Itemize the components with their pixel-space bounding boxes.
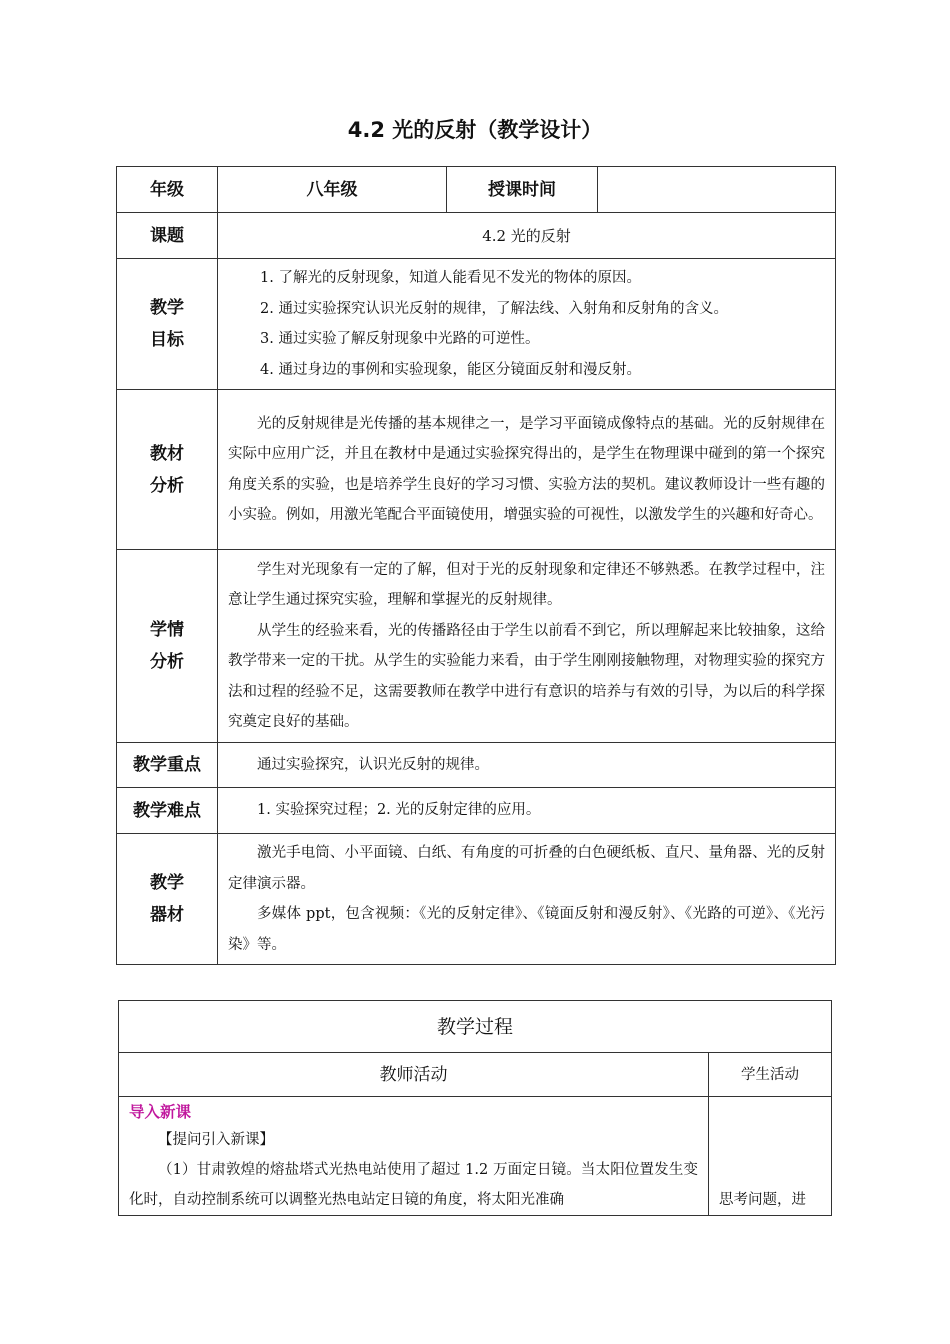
difficulty-text: 1. 实验探究过程；2. 光的反射定律的应用。 [257,802,541,819]
equipment-label-line1: 教学 [150,873,184,893]
lesson-info-table [116,166,836,965]
teaching-process-table [118,1000,832,1216]
equipment-label-line2: 器材 [150,905,184,925]
equipment-paragraph: 激光手电筒、小平面镜、白纸、有角度的可折叠的白色硬纸板、直尺、量角器、光的反射定律演示器。 [228,845,825,892]
goals-content [218,259,836,390]
equipment-content [218,834,836,965]
grade-value: 八年级 [218,167,447,213]
key-point-text: 通过实验探究，认识光反射的规律。 [257,756,489,773]
grade-label: 年级 [117,167,218,213]
material-analysis-label [117,390,218,550]
goals-label-line1: 教学 [150,298,184,318]
student-label-line1: 学情 [150,620,184,640]
difficulty-label: 教学难点 [117,788,218,834]
goal-item: 4. 通过身边的事例和实验现象，能区分镜面反射和漫反射。 [260,361,641,378]
goal-item: 3. 通过实验了解反射现象中光路的可逆性。 [260,331,540,347]
process-student-content: 思考问题，进 [709,1097,832,1216]
material-label-line2: 分析 [150,475,184,496]
key-point-content [218,743,836,788]
key-point-label: 教学重点 [117,743,218,788]
goal-item: 1. 了解光的反射现象，知道人能看见不发光的物体的原因。 [260,270,641,286]
topic-label: 课题 [117,213,218,259]
goal-item: 2. 通过实验探究认识光反射的规律，了解法线、入射角和反射角的含义。 [260,300,728,317]
goals-label-line2: 目标 [150,330,184,350]
sub-heading: 【提问引入新课】 [158,1132,274,1148]
material-analysis-text: 光的反射规律是光传播的基本规律之一，是学习平面镜成像特点的基础。光的反射规律在实际中应用广泛，并且在教材中是通过实验探究得出的，是学生在物理课中碰到的第一个探究角度关系的实验，也是培养学生良好的学习习惯、实验方法的契机。建议教师设计一些有趣的小实验。例如，用激光笔配合平面镜使用，增强实验的可视性，以激发学生的兴趣和好奇心。 [228,415,825,523]
material-label-line1: 教材 [150,443,184,464]
section-heading: 导入新课 [129,1103,192,1121]
equipment-paragraph: 多媒体 ppt，包含视频：《光的反射定律》、《镜面反射和漫反射》、《光路的可逆》、《光污染》等。 [228,906,825,953]
student-analysis-paragraph: 从学生的经验来看，光的传播路径由于学生以前看不到它，所以理解起来比较抽象，这给教学带来一定的干扰。从学生的实验能力来看，由于学生刚刚接触物理，对物理实验的探究方法和过程的经验不足，这需要教师在教学中进行有意识的培养与有效的引导，为以后的科学探究奠定良好的基础。 [228,622,825,730]
student-analysis-content [218,550,836,743]
process-text: （1）甘肃敦煌的熔盐塔式光热电站使用了超过 1.2 万面定日镜。当太阳位置发生变化时，自动控制系统可以调整光热电站定日镜的角度，将太阳光准确 [129,1162,698,1208]
teacher-activity-header: 教师活动 [119,1053,709,1097]
topic-value: 4.2 光的反射 [218,213,836,259]
difficulty-content [218,788,836,834]
page-title: 4.2 光的反射（教学设计） [347,118,603,142]
material-analysis-content [218,390,836,550]
time-value [598,167,836,213]
student-analysis-paragraph: 学生对光现象有一定的了解，但对于光的反射现象和定律还不够熟悉。在教学过程中，注意让学生通过探究实验，理解和掌握光的反射规律。 [228,561,825,608]
time-label: 授课时间 [447,167,598,213]
equipment-label [117,834,218,965]
student-analysis-label [117,550,218,743]
student-activity-header: 学生活动 [709,1053,832,1097]
process-title: 教学过程 [119,1001,832,1053]
process-teacher-content [119,1097,709,1216]
student-label-line2: 分析 [150,652,184,672]
goals-label [117,259,218,390]
